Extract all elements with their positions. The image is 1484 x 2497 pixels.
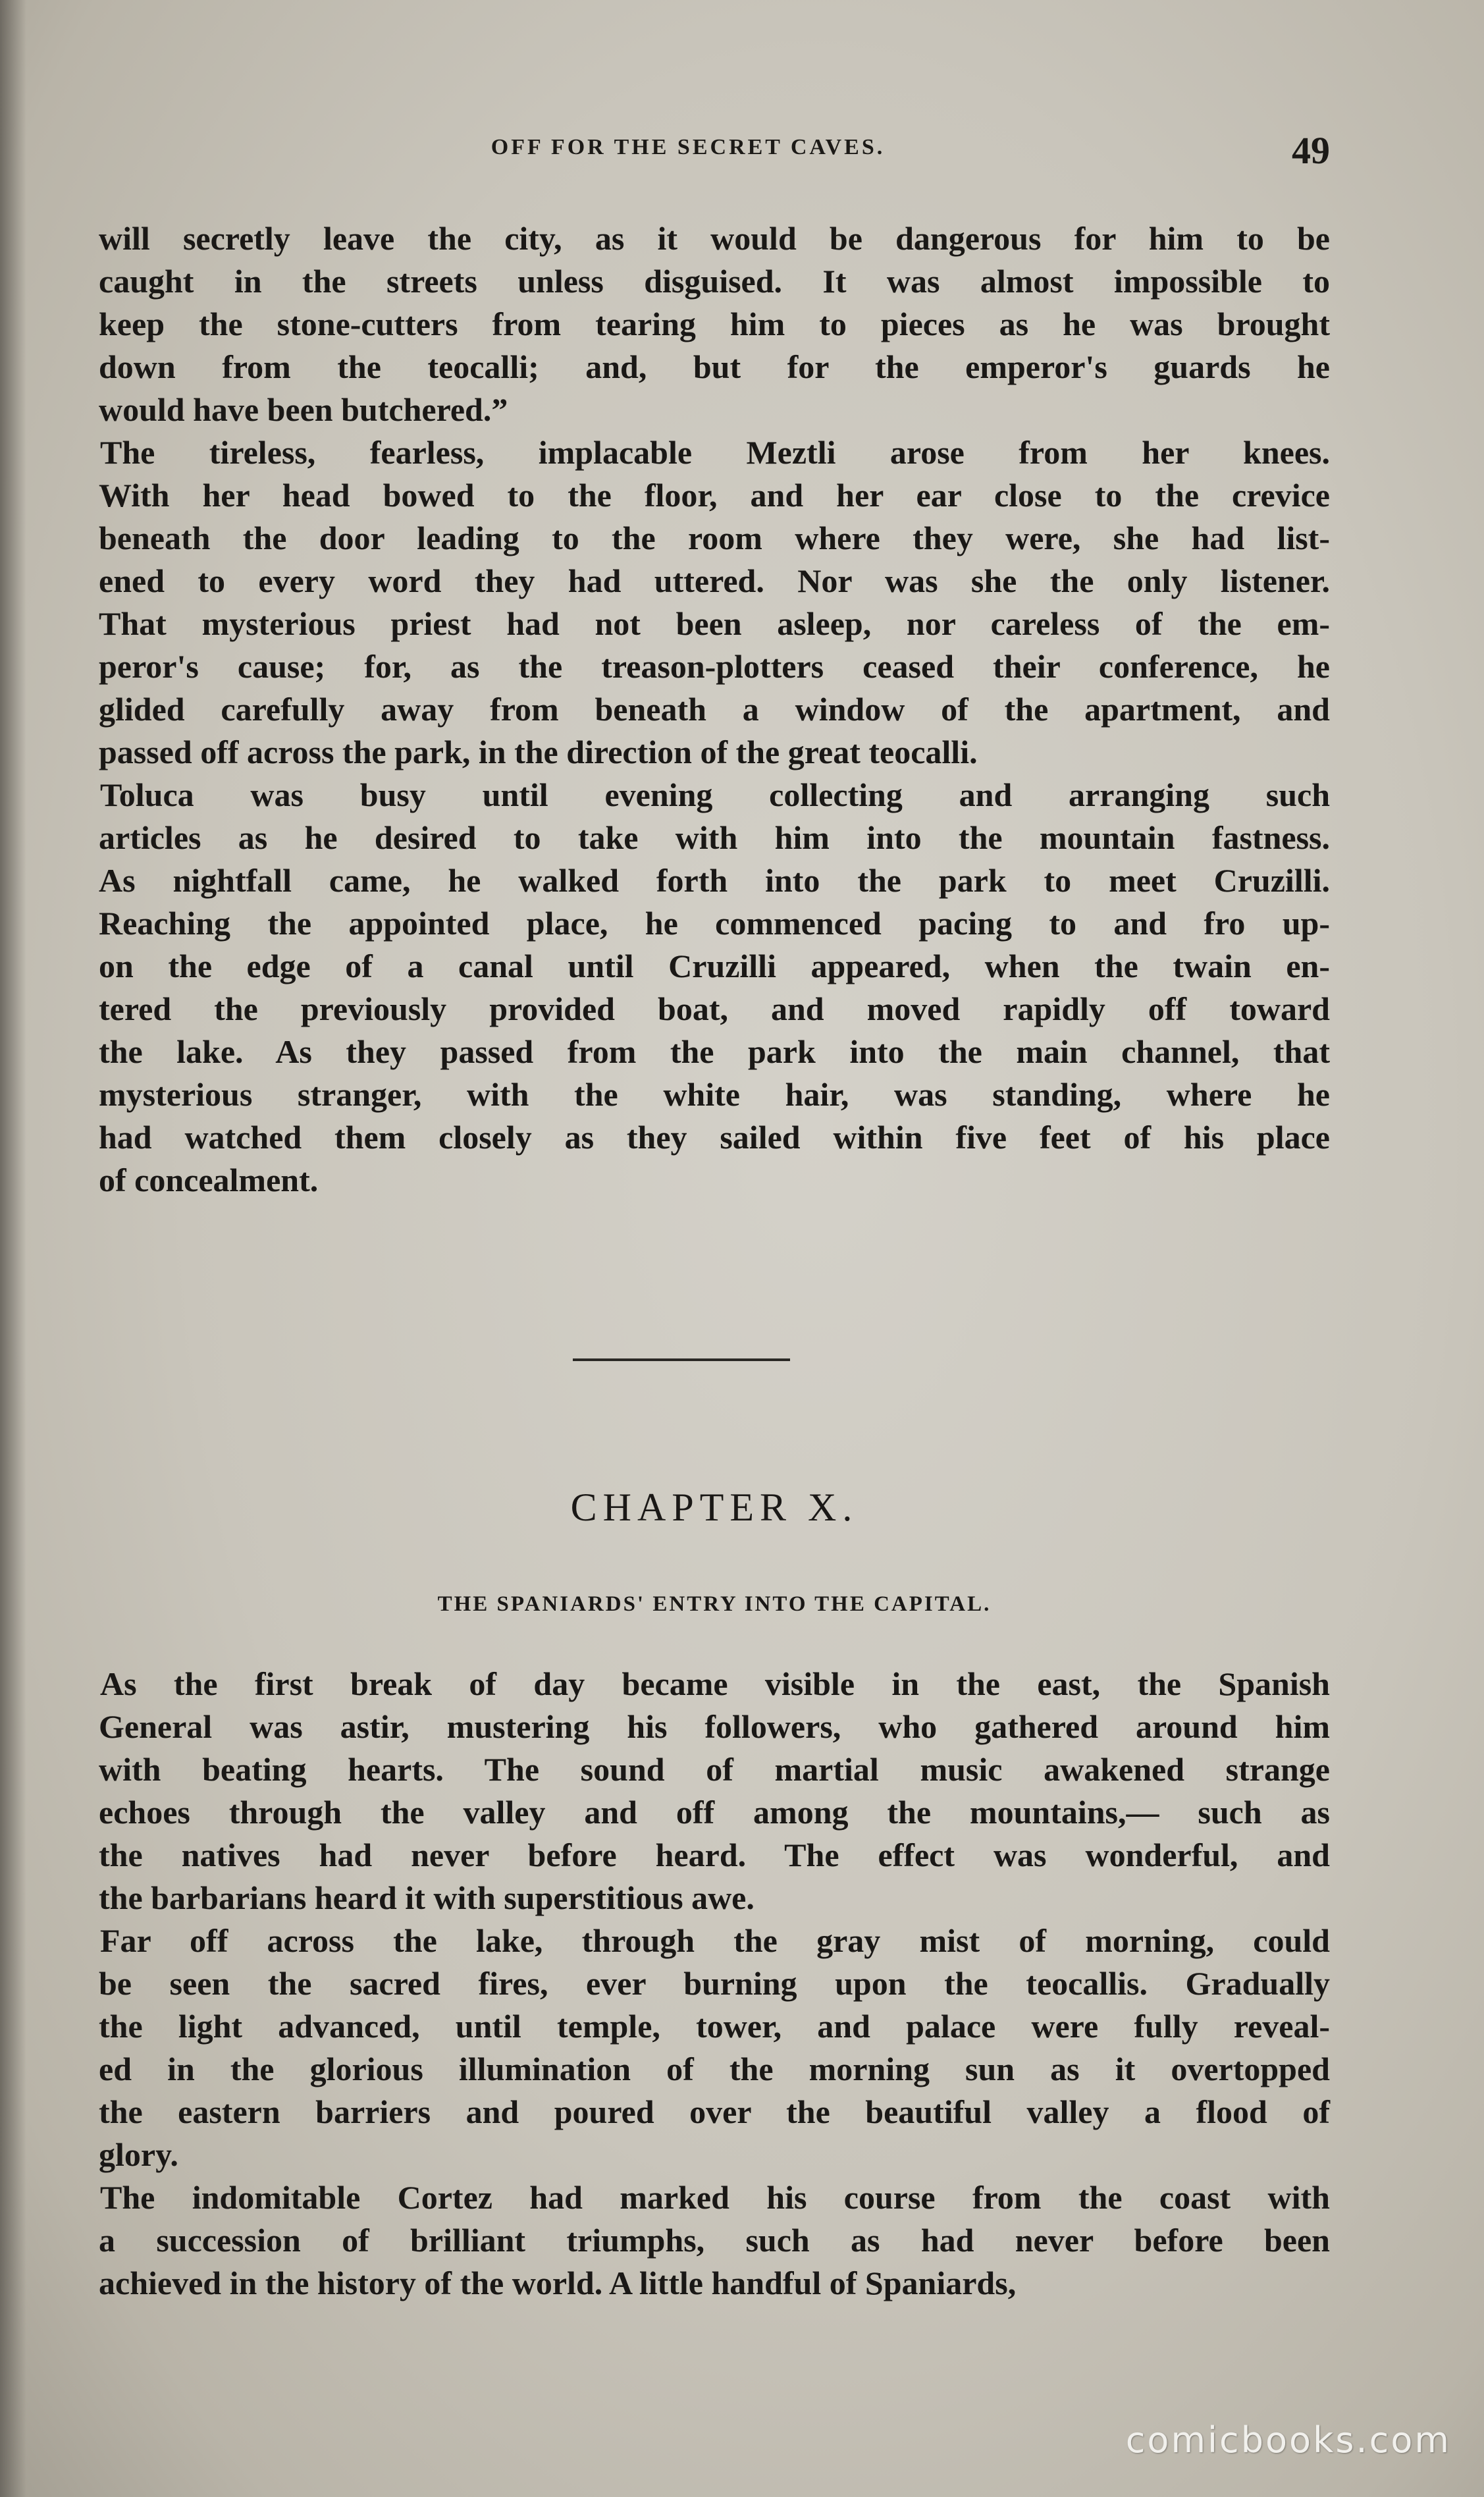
text-line: peror's cause; for, as the treason-plotters ceased their conference, he bbox=[99, 648, 1330, 685]
page-number: 49 bbox=[1292, 129, 1330, 172]
chapter-subtitle: THE SPANIARDS' ENTRY INTO THE CAPITAL. bbox=[437, 1592, 992, 1616]
text-line: caught in the streets unless disguised. It was almost impossible to bbox=[99, 263, 1330, 300]
text-line: be seen the sacred fires, ever burning upon the teocallis. Gradually bbox=[99, 1965, 1330, 2002]
text-line: Far off across the lake, through the gray mist of morning, could bbox=[100, 1922, 1330, 1959]
text-line: Toluca was busy until evening collecting and arranging such bbox=[100, 776, 1330, 813]
text-line: glided carefully away from beneath a window of the apartment, and bbox=[99, 691, 1330, 728]
text-line: Reaching the appointed place, he commenced pacing to and fro up- bbox=[99, 905, 1330, 942]
text-line: echoes through the valley and off among the mountains,— such as bbox=[99, 1794, 1330, 1831]
text-line: That mysterious priest had not been asleep, nor careless of the em- bbox=[99, 605, 1330, 642]
text-line: achieved in the history of the world. A little handful of Spaniards, bbox=[99, 2265, 1017, 2301]
watermark: comicbooks.com bbox=[1125, 2419, 1451, 2461]
text-line: with beating hearts. The sound of martial music awakened strange bbox=[99, 1751, 1330, 1788]
text-line: The indomitable Cortez had marked his course from the coast with bbox=[100, 2179, 1330, 2216]
text-line: The tireless, fearless, implacable Meztli arose from her knees. bbox=[100, 434, 1330, 471]
text-line: articles as he desired to take with him into the mountain fastness. bbox=[99, 819, 1330, 856]
text-line: would have been butchered.” bbox=[99, 391, 508, 428]
text-line: will secretly leave the city, as it would be dangerous for him to be bbox=[99, 220, 1330, 257]
text-line: beneath the door leading to the room where they were, she had list- bbox=[99, 520, 1330, 556]
text-line: General was astir, mustering his followers, who gathered around him bbox=[99, 1708, 1330, 1745]
chapter-text-new bbox=[99, 1663, 1330, 2305]
text-line: had watched them closely as they sailed within five feet of his place bbox=[99, 1119, 1330, 1156]
text-line: mysterious stranger, with the white hair, was standing, where he bbox=[99, 1076, 1330, 1113]
text-line: on the edge of a canal until Cruzilli appeared, when the twain en- bbox=[99, 948, 1330, 984]
running-title: OFF FOR THE SECRET CAVES. bbox=[490, 135, 886, 159]
text-line: the barbarians heard it with superstitious awe. bbox=[99, 1879, 755, 1916]
chapter-text-continued bbox=[99, 217, 1330, 1202]
chapter-heading: CHAPTER X. bbox=[570, 1486, 859, 1529]
text-line: ed in the glorious illumination of the morning sun as it overtopped bbox=[99, 2051, 1330, 2087]
text-line: keep the stone-cutters from tearing him to pieces as he was brought bbox=[99, 306, 1330, 342]
text-line: ened to every word they had uttered. Nor was she the only listener. bbox=[99, 562, 1330, 599]
section-divider-rule bbox=[573, 1358, 790, 1361]
text-line: down from the teocalli; and, but for the emperor's guards he bbox=[99, 348, 1330, 385]
text-line: tered the previously provided boat, and moved rapidly off toward bbox=[99, 990, 1330, 1027]
text-line: passed off across the park, in the direction of the great teocalli. bbox=[99, 734, 978, 770]
text-line: the natives had never before heard. The effect was wonderful, and bbox=[99, 1837, 1330, 1873]
text-line: the lake. As they passed from the park into the main channel, that bbox=[99, 1033, 1330, 1070]
text-line: glory. bbox=[99, 2136, 178, 2173]
text-line: As the first break of day became visible in the east, the Spanish bbox=[100, 1665, 1330, 1702]
text-line: the eastern barriers and poured over the beautiful valley a flood of bbox=[99, 2093, 1330, 2130]
text-line: With her head bowed to the floor, and her ear close to the crevice bbox=[99, 477, 1330, 514]
text-line: a succession of brilliant triumphs, such as had never before been bbox=[99, 2222, 1330, 2259]
text-line: the light advanced, until temple, tower, and palace were fully reveal- bbox=[99, 2008, 1330, 2045]
text-line: of concealment. bbox=[99, 1162, 319, 1198]
running-head bbox=[99, 129, 1330, 175]
text-line: As nightfall came, he walked forth into the park to meet Cruzilli. bbox=[99, 862, 1330, 899]
